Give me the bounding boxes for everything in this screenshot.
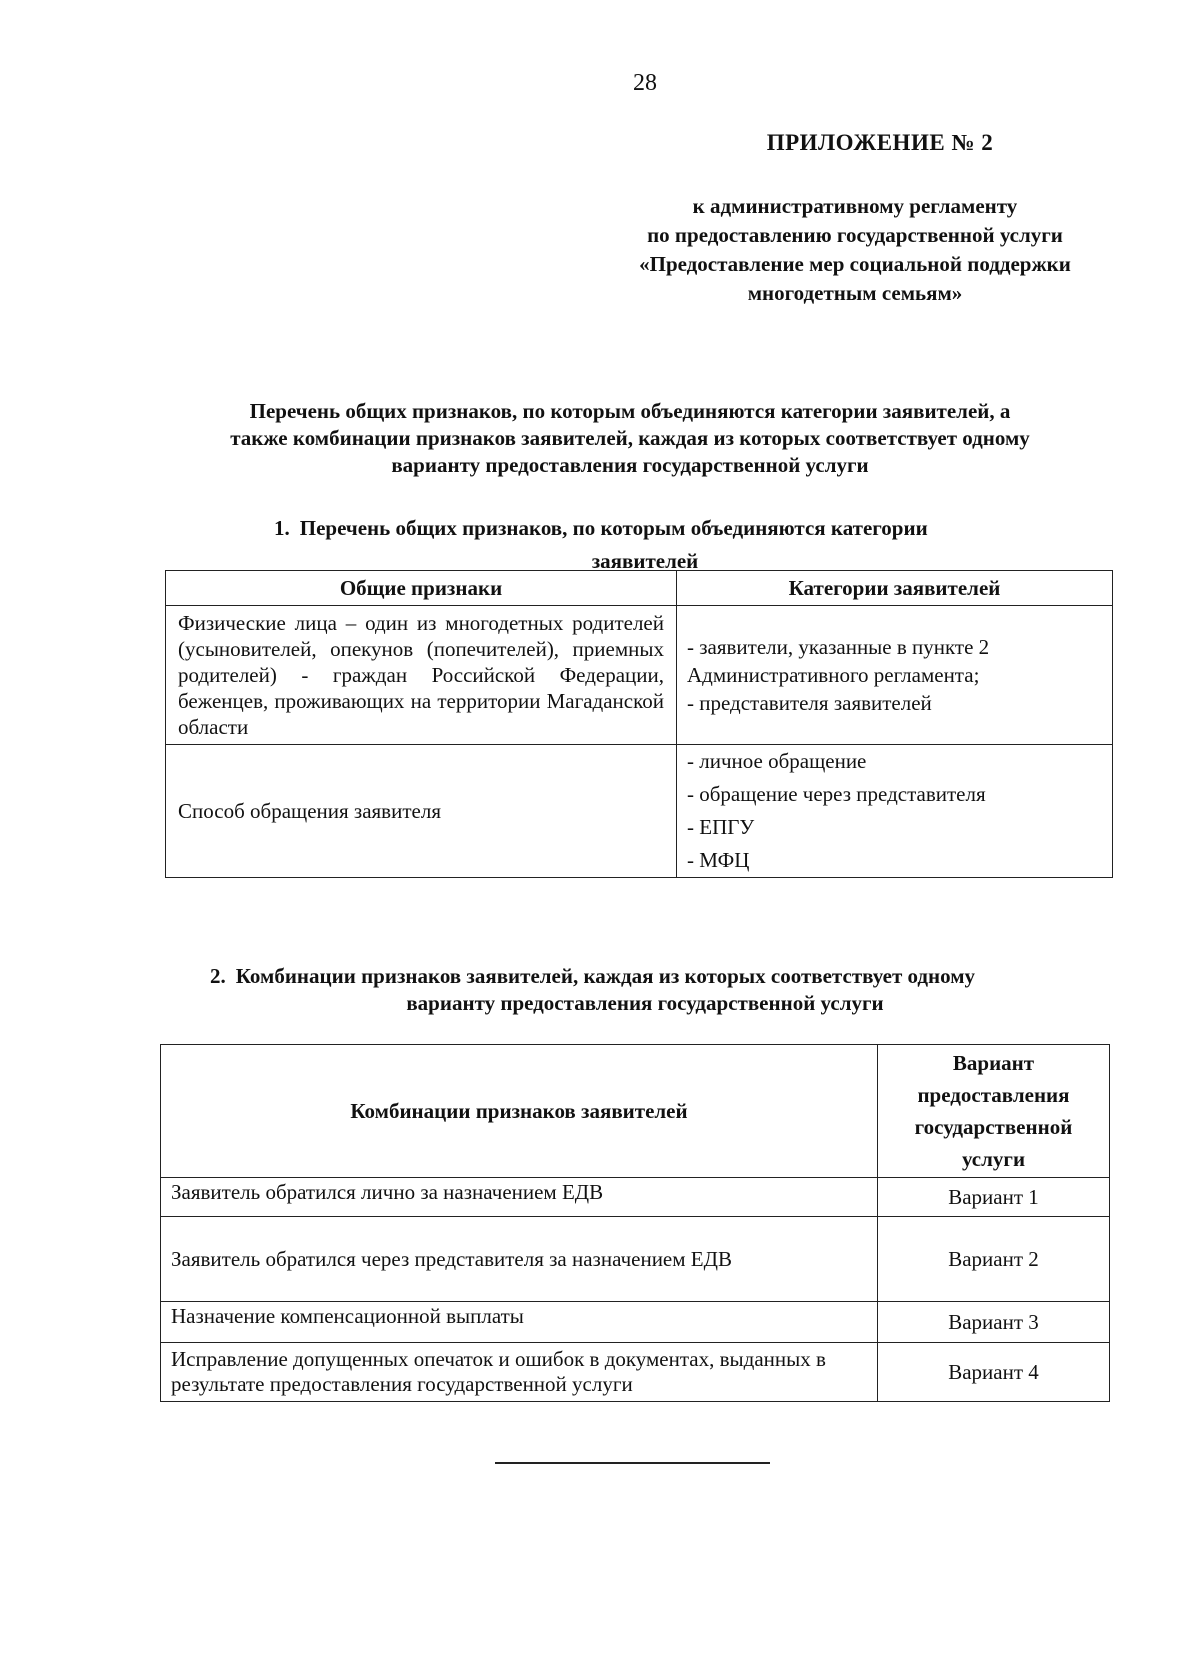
- section2-title-line: варианту предоставления государственной услуги: [406, 991, 884, 1015]
- column-header-variant: [878, 1045, 1110, 1178]
- feature-cell: Способ обращения заявителя: [166, 745, 677, 878]
- section2-number: 2.: [210, 964, 226, 988]
- table-row: [161, 1343, 1110, 1402]
- heading-line: Перечень общих признаков, по которым объединяются категории заявителей, а: [249, 399, 1011, 423]
- variant-header-line: государственной: [914, 1115, 1073, 1139]
- table-row: [166, 606, 1113, 745]
- section1-title-line: заявителей: [591, 549, 699, 573]
- appendix-subtitle-line: «Предоставление мер социальной поддержки: [639, 252, 1071, 276]
- table-row: [161, 1178, 1110, 1217]
- combination-cell: Исправление допущенных опечаток и ошибок в документах, выданных в результате предоставления государственной услуги: [161, 1343, 878, 1402]
- category-item: - заявители, указанные в пункте 2: [687, 635, 990, 659]
- variant-cell: Вариант 4: [878, 1343, 1110, 1402]
- section1-title: [250, 512, 1130, 578]
- variant-header-line: Вариант: [952, 1051, 1035, 1075]
- category-item: - МФЦ: [687, 848, 750, 872]
- heading-line: также комбинации признаков заявителей, каждая из которых соответствует одному: [230, 426, 1030, 450]
- appendix-title: ПРИЛОЖЕНИЕ № 2: [766, 130, 994, 155]
- categories-cell: [677, 606, 1113, 745]
- heading-line: варианту предоставления государственной услуги: [391, 453, 869, 477]
- categories-cell: [677, 745, 1113, 878]
- table-row: [166, 745, 1113, 878]
- section1-title-line: Перечень общих признаков, по которым объединяются категории: [299, 516, 928, 540]
- section1-number: 1.: [274, 516, 290, 540]
- variant-cell: Вариант 1: [878, 1178, 1110, 1217]
- general-features-table: [165, 570, 1113, 878]
- appendix-subtitle-line: к административному регламенту: [692, 194, 1018, 218]
- combination-cell: Заявитель обратился через представителя за назначением ЕДВ: [161, 1217, 878, 1302]
- category-item: Административного регламента;: [687, 663, 980, 687]
- combination-cell: Назначение компенсационной выплаты: [161, 1302, 878, 1343]
- variant-header-line: услуги: [961, 1147, 1026, 1171]
- category-item: - личное обращение: [687, 749, 867, 773]
- column-header-general-features: Общие признаки: [166, 571, 677, 606]
- section2-title-line: Комбинации признаков заявителей, каждая из которых соответствует одному: [235, 964, 976, 988]
- category-item: - представителя заявителей: [687, 691, 932, 715]
- end-divider: [495, 1462, 770, 1464]
- column-header-applicant-categories: Категории заявителей: [677, 571, 1113, 606]
- category-item: - обращение через представителя: [687, 782, 986, 806]
- appendix-subtitle-line: многодетным семьям»: [747, 281, 963, 305]
- variant-cell: Вариант 3: [878, 1302, 1110, 1343]
- document-heading: [150, 398, 1110, 479]
- variant-header-line: предоставления: [917, 1083, 1070, 1107]
- category-item: - ЕПГУ: [687, 815, 755, 839]
- applicant-combinations-table: [160, 1044, 1110, 1402]
- column-header-combinations: Комбинации признаков заявителей: [161, 1045, 878, 1178]
- table-row: [161, 1217, 1110, 1302]
- combination-cell: Заявитель обратился лично за назначением ЕДВ: [161, 1178, 878, 1217]
- appendix-subtitle: [600, 192, 1110, 308]
- section2-title: [160, 963, 1130, 1017]
- feature-cell: Физические лица – один из многодетных родителей (усыновителей, опекунов (попечителей), приемных родителей) - граждан Российской Федерации, беженцев, проживающих на территории Магаданской области: [166, 606, 677, 745]
- table-row: [161, 1302, 1110, 1343]
- appendix-subtitle-line: по предоставлению государственной услуги: [647, 223, 1063, 247]
- variant-cell: Вариант 2: [878, 1217, 1110, 1302]
- page-number: 28: [633, 70, 657, 96]
